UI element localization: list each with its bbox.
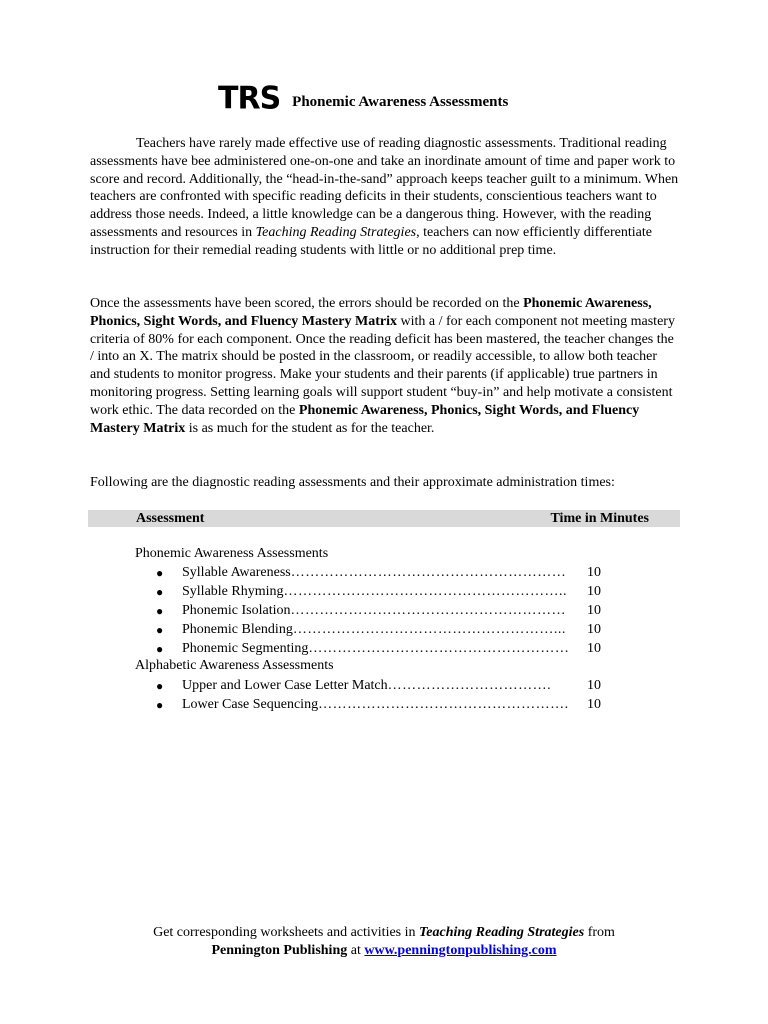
footer-text-c: at (347, 943, 365, 958)
item-label: Syllable Awareness (182, 565, 291, 580)
bullet-icon: ● (156, 698, 164, 712)
matrix-paragraph (90, 295, 680, 437)
footer-line-1 (0, 923, 768, 942)
section-title: Alphabetic Awareness Assessments (135, 658, 334, 673)
item-label: Phonemic Isolation (182, 603, 291, 618)
list-item (156, 564, 606, 582)
col-assessment: Assessment (136, 511, 205, 526)
item-time: 10 (587, 678, 601, 693)
bullet-icon: ● (156, 585, 164, 599)
list-item (156, 602, 606, 620)
footer-line-2 (0, 941, 768, 960)
matrix-text-b: with a / for each component not meeting mastery criteria of 80% for each component. Once the reading deficit has been mastered, the teacher changes the / into an X. The matrix should be posted in the classroom, or readily accessible, to allow both teacher and students to monitor progress. Make your students and their parents (if applicable) true partners in monitoring progress. Setting learning goals will support student “buy-in” and help motivate a consistent work ethic. The data recorded on the (90, 313, 675, 418)
intro-text-b: , teachers can now efficiently differentiate instruction for their remedial reading students with little or no additional prep time. (90, 224, 652, 258)
list-item (156, 640, 606, 658)
item-label: Phonemic Segmenting (182, 641, 309, 656)
list-item (156, 583, 606, 601)
item-label: Phonemic Blending (182, 622, 293, 637)
item-time: 10 (587, 584, 601, 599)
list-item (156, 677, 606, 695)
page-title: Phonemic Awareness Assessments (292, 94, 509, 110)
intro-paragraph (90, 135, 680, 260)
bullet-icon: ● (156, 604, 164, 618)
item-dots: ……………………………………………. (318, 697, 569, 712)
item-dots: ……………………………. (387, 678, 552, 693)
item-dots: ………………………………………………… (290, 565, 567, 580)
item-dots: ………………………………………………….. (283, 584, 567, 599)
matrix-text-c: is as much for the student as for the teacher. (185, 420, 435, 436)
bullet-icon: ● (156, 623, 164, 637)
trs-logo: TRS (218, 80, 281, 117)
intro-book-title: Teaching Reading Strategies (255, 224, 417, 240)
item-time: 10 (587, 603, 601, 618)
page-header (218, 80, 509, 117)
item-dots: ………………………………………………... (292, 622, 566, 637)
item-time: 10 (587, 697, 601, 712)
item-time: 10 (587, 622, 601, 637)
matrix-text-a: Once the assessments have been scored, the errors should be recorded on the (90, 296, 524, 311)
item-label: Syllable Rhyming (182, 584, 284, 599)
item-dots: ……………………………………………… (308, 641, 570, 656)
bullet-icon: ● (156, 566, 164, 580)
bullet-icon: ● (156, 642, 164, 656)
list-item (156, 621, 606, 639)
footer-text-b: from (584, 925, 615, 940)
matrix-title-a: Phonemic Awareness, Phonics, Sight Words, and Fluency Mastery Matrix (90, 296, 652, 329)
publisher-name: Pennington Publishing (211, 943, 348, 958)
footer-text-a: Get corresponding worksheets and activities in (153, 925, 420, 940)
bullet-icon: ● (156, 679, 164, 693)
matrix-title-b: Phonemic Awareness, Phonics, Sight Words, and Fluency Mastery Matrix (90, 402, 640, 436)
footer-book-title: Teaching Reading Strategies (419, 925, 585, 940)
item-label: Upper and Lower Case Letter Match (182, 678, 388, 693)
list-item (156, 696, 606, 714)
item-time: 10 (587, 641, 601, 656)
table-header (88, 510, 680, 527)
col-time: Time in Minutes (550, 511, 649, 526)
intro-text-a: Teachers have rarely made effective use of reading diagnostic assessments. Traditional reading assessments have bee administered one-on-one and take an inordinate amount of time and paper work to score and record. Additionally, the “head-in-the-sand” approach keeps teacher guilt to a minimum. When teachers are confronted with specific reading deficits in their students, conscientious teachers want to address those needs. Indeed, a little knowledge can be a dangerous thing. However, with the reading assessments and resources in (90, 136, 679, 240)
item-time: 10 (587, 565, 601, 580)
item-label: Lower Case Sequencing (182, 697, 319, 712)
website-link[interactable]: www.penningtonpublishing.com (364, 943, 557, 958)
list-intro-paragraph: Following are the diagnostic reading assessments and their approximate administration times: (90, 475, 615, 490)
section-title: Phonemic Awareness Assessments (135, 546, 329, 561)
item-dots: ………………………………………………… (290, 603, 566, 618)
